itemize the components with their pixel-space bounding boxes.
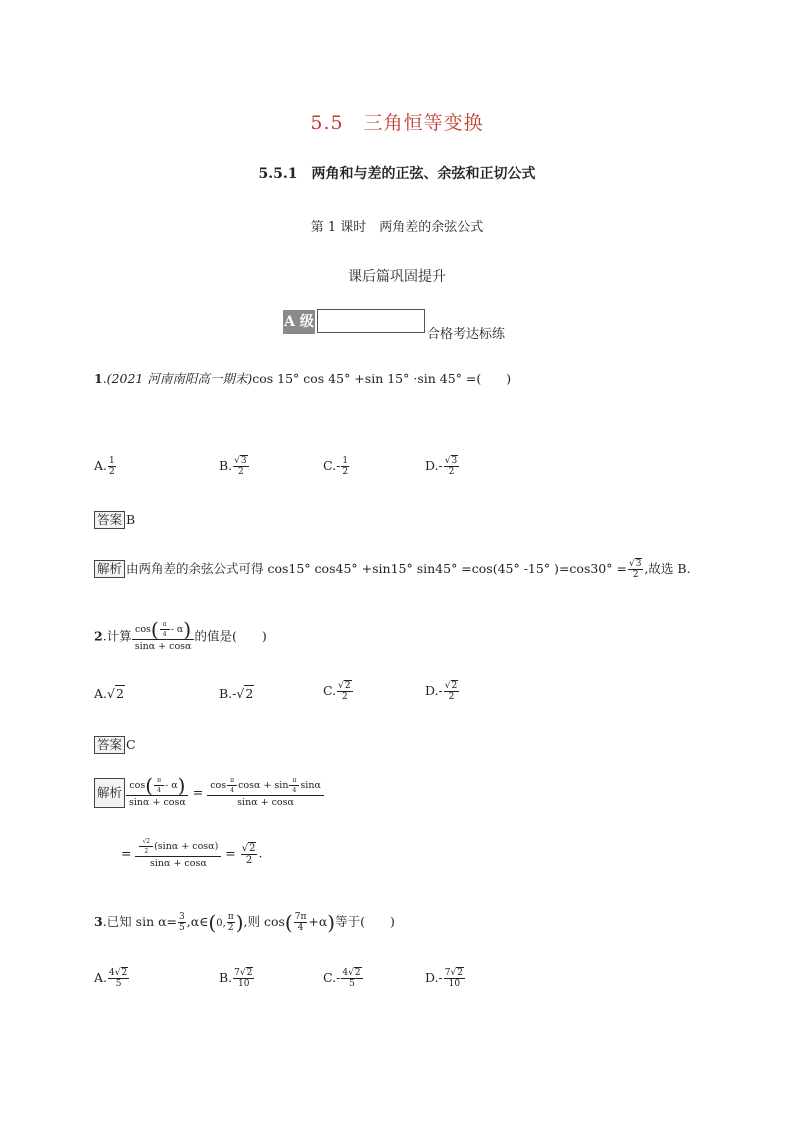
analysis-tag: 解析	[94, 560, 125, 578]
option-a: A.√2	[94, 686, 124, 701]
option-d: D.- $\frac{7√2}{10}$	[425, 968, 463, 989]
analysis-tag: 解析	[94, 778, 125, 808]
option-c: C. $\frac{√2}{2}$	[323, 681, 351, 702]
lesson-title: 第 1 课时 两角差的余弦公式	[310, 220, 484, 235]
option-c: C.- $\frac{1}{2}$	[323, 456, 349, 477]
level-text: 合格考达标练	[427, 327, 506, 342]
analysis-1: 解析 由两角差的余弦公式可得 cos15° cos45° +sin15° sin45° =cos(45° -15° )=cos30° = $\frac{√3}{2}$ ,故选 B.	[94, 559, 691, 580]
question-number: 1	[94, 371, 103, 386]
question-2-fraction: cos( $\frac{\pi}{4}$ - α) sinα + cosα	[132, 621, 195, 653]
question-stem: cos 15° cos 45° +sin 15° ·sin 45° =( )	[252, 371, 512, 386]
question-number: 2	[94, 628, 103, 644]
question-2: 2.计算 cos( $\frac{\pi}{4}$ - α) sinα + cosα 的值是( )	[94, 617, 267, 652]
analysis-2-line-2: = $\frac{√2}{2}$ (sinα + cosα) sinα + cosα = $\frac{√2}{2}$ .	[121, 838, 263, 869]
option-a: A. $\frac{4√2}{5}$	[94, 968, 128, 989]
option-b: B. $\frac{7√2}{10}$	[219, 968, 253, 989]
option-b: B.-√2	[219, 686, 254, 701]
level-badge: A 级	[283, 310, 315, 334]
answer-value: B	[126, 512, 136, 527]
analysis-text: 由两角差的余弦公式可得 cos15° cos45° +sin15° sin45° =cos(45° -15° )=cos30° =	[126, 561, 627, 576]
answer-1	[94, 511, 135, 529]
answer-tag: 答案	[94, 736, 125, 754]
practice-title: 课后篇巩固提升	[348, 269, 446, 285]
level-box	[317, 309, 425, 333]
question-number: 3	[94, 914, 103, 929]
answer-value: C	[126, 737, 136, 752]
answer-tag: 答案	[94, 511, 125, 529]
question-3: 3.已知 sin α= $\frac{3}{5}$ ,α∈(0, $\frac{\pi}{2}$ ),则 cos( $\frac{7\pi}{4}$ +α)等于( )	[94, 910, 395, 935]
subsection-title: 5.5.1 两角和与差的正弦、余弦和正切公式	[258, 166, 536, 182]
option-d: D.- $\frac{√3}{2}$	[425, 456, 458, 477]
analysis-conclusion: ,故选 B.	[644, 561, 691, 576]
question-1	[94, 369, 511, 387]
section-title: 5.5 三角恒等变换	[310, 112, 484, 134]
option-d: D.- $\frac{√2}{2}$	[425, 681, 458, 702]
analysis-2: 解析 cos( $\frac{\pi}{4}$ - α) sinα + cosα = cos $\frac{\pi}{4}$ cosα + sin $\frac{\pi}{4}$ sinα sinα + cosα	[94, 777, 324, 809]
option-b: B. $\frac{√3}{2}$	[219, 456, 247, 477]
question-source: .(2021 河南南阳高一期末)	[102, 371, 253, 386]
option-a: A. $\frac{1}{2}$	[94, 456, 115, 477]
answer-2	[94, 736, 136, 754]
option-c: C.- $\frac{4√2}{5}$	[323, 968, 361, 989]
